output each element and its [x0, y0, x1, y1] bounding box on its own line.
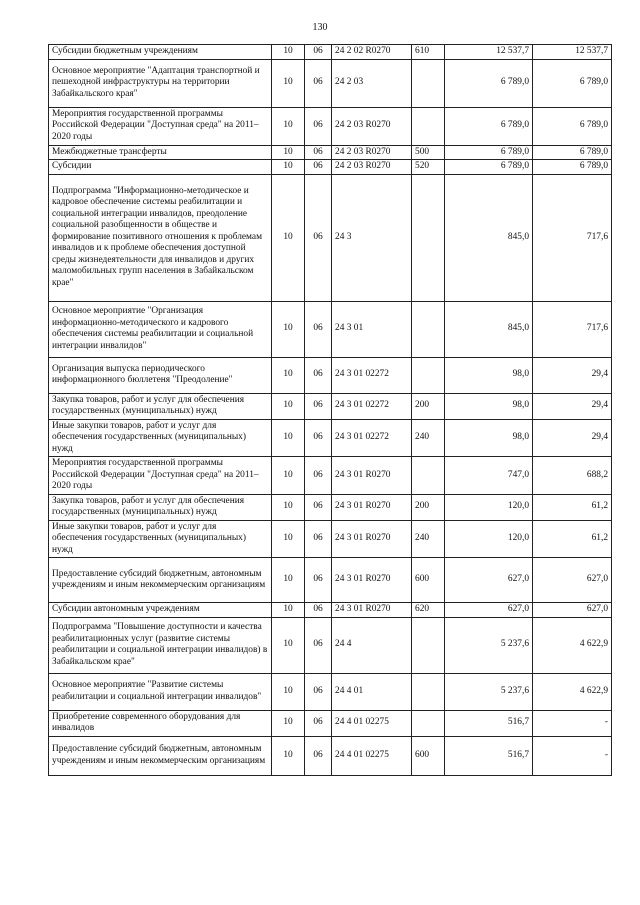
target-article-cell: 24 3 01 02272	[332, 419, 412, 457]
amount-plan-cell: 6 789,0	[445, 145, 533, 160]
target-article-cell: 24 3 01 02272	[332, 357, 412, 393]
subsection-code-cell: 06	[305, 617, 332, 673]
subsection-code-cell: 06	[305, 107, 332, 145]
amount-plan-cell: 747,0	[445, 457, 533, 495]
subsection-code-cell: 06	[305, 160, 332, 175]
amount-actual-cell: 61,2	[533, 520, 612, 558]
target-article-cell: 24 3 01 R0270	[332, 457, 412, 495]
amount-plan-cell: 6 789,0	[445, 107, 533, 145]
amount-actual-cell: 627,0	[533, 603, 612, 618]
expense-type-cell: 520	[412, 160, 445, 175]
subsection-code-cell: 06	[305, 393, 332, 419]
table-row	[49, 107, 612, 145]
amount-plan-cell: 98,0	[445, 393, 533, 419]
row-name-cell: Закупка товаров, работ и услуг для обеспечения государственных (муниципальных) нужд	[49, 393, 272, 419]
amount-actual-cell: 29,4	[533, 393, 612, 419]
section-code-cell: 10	[272, 494, 305, 520]
target-article-cell: 24 2 03 R0270	[332, 160, 412, 175]
amount-plan-cell: 627,0	[445, 603, 533, 618]
amount-actual-cell: 688,2	[533, 457, 612, 495]
amount-actual-cell: -	[533, 736, 612, 775]
amount-plan-cell: 845,0	[445, 301, 533, 357]
section-code-cell: 10	[272, 301, 305, 357]
table-row	[49, 494, 612, 520]
row-name-cell: Мероприятия государственной программы Российской Федерации "Доступная среда" на 2011–2020 годы	[49, 457, 272, 495]
section-code-cell: 10	[272, 174, 305, 301]
amount-actual-cell: 717,6	[533, 301, 612, 357]
table-row	[49, 457, 612, 495]
section-code-cell: 10	[272, 673, 305, 710]
amount-plan-cell: 6 789,0	[445, 59, 533, 107]
target-article-cell: 24 3 01	[332, 301, 412, 357]
row-name-cell: Субсидии автономным учреждениям	[49, 603, 272, 618]
expense-type-cell: 240	[412, 419, 445, 457]
amount-actual-cell: 4 622,9	[533, 673, 612, 710]
amount-actual-cell: 717,6	[533, 174, 612, 301]
target-article-cell: 24 2 03 R0270	[332, 107, 412, 145]
subsection-code-cell: 06	[305, 710, 332, 736]
subsection-code-cell: 06	[305, 673, 332, 710]
row-name-cell: Иные закупки товаров, работ и услуг для обеспечения государственных (муниципальных) нужд	[49, 520, 272, 558]
subsection-code-cell: 06	[305, 145, 332, 160]
table-row	[49, 520, 612, 558]
amount-plan-cell: 120,0	[445, 494, 533, 520]
target-article-cell: 24 3 01 R0270	[332, 520, 412, 558]
row-name-cell: Основное мероприятие "Адаптация транспортной и пешеходной инфраструктуры на территории Забайкальского края"	[49, 59, 272, 107]
section-code-cell: 10	[272, 520, 305, 558]
section-code-cell: 10	[272, 145, 305, 160]
amount-plan-cell: 98,0	[445, 357, 533, 393]
row-name-cell: Основное мероприятие "Организация информационно-методического и кадрового обеспечения системы реабилитации и социальной интеграции инвалидов"	[49, 301, 272, 357]
amount-plan-cell: 516,7	[445, 736, 533, 775]
subsection-code-cell: 06	[305, 603, 332, 618]
row-name-cell: Подпрограмма "Повышение доступности и качества реабилитационных услуг (развитие системы реабилитации и социальной интеграции инвалидов) в Забайкальском крае"	[49, 617, 272, 673]
amount-plan-cell: 845,0	[445, 174, 533, 301]
subsection-code-cell: 06	[305, 301, 332, 357]
row-name-cell: Основное мероприятие "Развитие системы реабилитации и социальной интеграции инвалидов"	[49, 673, 272, 710]
amount-actual-cell: 12 537,7	[533, 45, 612, 60]
table-row	[49, 145, 612, 160]
subsection-code-cell: 06	[305, 520, 332, 558]
section-code-cell: 10	[272, 419, 305, 457]
table-row	[49, 160, 612, 175]
target-article-cell: 24 4	[332, 617, 412, 673]
expense-type-cell: 200	[412, 494, 445, 520]
subsection-code-cell: 06	[305, 174, 332, 301]
amount-actual-cell: 6 789,0	[533, 160, 612, 175]
table-row	[49, 59, 612, 107]
table-row	[49, 45, 612, 60]
budget-table-body	[49, 45, 612, 776]
amount-plan-cell: 6 789,0	[445, 160, 533, 175]
expense-type-cell	[412, 617, 445, 673]
amount-actual-cell: 6 789,0	[533, 107, 612, 145]
budget-table	[48, 44, 612, 776]
target-article-cell: 24 3 01 R0270	[332, 603, 412, 618]
expense-type-cell: 200	[412, 393, 445, 419]
row-name-cell: Мероприятия государственной программы Российской Федерации "Доступная среда" на 2011–2020 годы	[49, 107, 272, 145]
target-article-cell: 24 3	[332, 174, 412, 301]
target-article-cell: 24 2 03 R0270	[332, 145, 412, 160]
subsection-code-cell: 06	[305, 494, 332, 520]
row-name-cell: Приобретение современного оборудования для инвалидов	[49, 710, 272, 736]
table-row	[49, 736, 612, 775]
section-code-cell: 10	[272, 393, 305, 419]
amount-actual-cell: 29,4	[533, 419, 612, 457]
target-article-cell: 24 2 02 R0270	[332, 45, 412, 60]
row-name-cell: Субсидии бюджетным учреждениям	[49, 45, 272, 60]
amount-plan-cell: 98,0	[445, 419, 533, 457]
target-article-cell: 24 4 01 02275	[332, 710, 412, 736]
table-row	[49, 357, 612, 393]
target-article-cell: 24 4 01	[332, 673, 412, 710]
row-name-cell: Межбюджетные трансферты	[49, 145, 272, 160]
amount-plan-cell: 516,7	[445, 710, 533, 736]
table-row	[49, 603, 612, 618]
amount-actual-cell: 6 789,0	[533, 59, 612, 107]
section-code-cell: 10	[272, 603, 305, 618]
subsection-code-cell: 06	[305, 357, 332, 393]
expense-type-cell	[412, 59, 445, 107]
amount-actual-cell: 29,4	[533, 357, 612, 393]
table-row	[49, 419, 612, 457]
row-name-cell: Субсидии	[49, 160, 272, 175]
subsection-code-cell: 06	[305, 457, 332, 495]
row-name-cell: Предоставление субсидий бюджетным, автономным учреждениям и иным некоммерческим организациям	[49, 558, 272, 603]
section-code-cell: 10	[272, 357, 305, 393]
row-name-cell: Подпрограмма "Информационно-методическое и кадровое обеспечение системы реабилитации и социальной интеграции инвалидов, преодоление социальной разобщенности в обществе и формирование позитивного отношения к проблемам инвалидов и к проблеме обеспечения доступной среды жизнедеятельности для инвалидов и других маломобильных групп населения в Забайкальском крае"	[49, 174, 272, 301]
table-row	[49, 301, 612, 357]
section-code-cell: 10	[272, 736, 305, 775]
target-article-cell: 24 3 01 R0270	[332, 558, 412, 603]
table-row	[49, 174, 612, 301]
section-code-cell: 10	[272, 107, 305, 145]
expense-type-cell: 600	[412, 558, 445, 603]
row-name-cell: Организация выпуска периодического информационного бюллетеня "Преодоление"	[49, 357, 272, 393]
expense-type-cell	[412, 710, 445, 736]
amount-plan-cell: 12 537,7	[445, 45, 533, 60]
section-code-cell: 10	[272, 457, 305, 495]
section-code-cell: 10	[272, 617, 305, 673]
subsection-code-cell: 06	[305, 45, 332, 60]
section-code-cell: 10	[272, 160, 305, 175]
target-article-cell: 24 3 01 R0270	[332, 494, 412, 520]
amount-plan-cell: 120,0	[445, 520, 533, 558]
amount-actual-cell: 4 622,9	[533, 617, 612, 673]
section-code-cell: 10	[272, 59, 305, 107]
amount-actual-cell: 6 789,0	[533, 145, 612, 160]
expense-type-cell	[412, 357, 445, 393]
table-row	[49, 710, 612, 736]
table-row	[49, 393, 612, 419]
table-row	[49, 558, 612, 603]
target-article-cell: 24 3 01 02272	[332, 393, 412, 419]
amount-actual-cell: -	[533, 710, 612, 736]
row-name-cell: Иные закупки товаров, работ и услуг для обеспечения государственных (муниципальных) нужд	[49, 419, 272, 457]
amount-actual-cell: 61,2	[533, 494, 612, 520]
amount-plan-cell: 5 237,6	[445, 617, 533, 673]
subsection-code-cell: 06	[305, 736, 332, 775]
expense-type-cell: 600	[412, 736, 445, 775]
amount-actual-cell: 627,0	[533, 558, 612, 603]
expense-type-cell: 620	[412, 603, 445, 618]
target-article-cell: 24 2 03	[332, 59, 412, 107]
expense-type-cell	[412, 301, 445, 357]
expense-type-cell	[412, 107, 445, 145]
section-code-cell: 10	[272, 558, 305, 603]
amount-plan-cell: 627,0	[445, 558, 533, 603]
expense-type-cell	[412, 673, 445, 710]
amount-plan-cell: 5 237,6	[445, 673, 533, 710]
page-number: 130	[312, 22, 328, 33]
expense-type-cell: 610	[412, 45, 445, 60]
expense-type-cell: 240	[412, 520, 445, 558]
section-code-cell: 10	[272, 45, 305, 60]
table-row	[49, 673, 612, 710]
row-name-cell: Закупка товаров, работ и услуг для обеспечения государственных (муниципальных) нужд	[49, 494, 272, 520]
table-row	[49, 617, 612, 673]
subsection-code-cell: 06	[305, 558, 332, 603]
row-name-cell: Предоставление субсидий бюджетным, автономным учреждениям и иным некоммерческим организациям	[49, 736, 272, 775]
target-article-cell: 24 4 01 02275	[332, 736, 412, 775]
expense-type-cell	[412, 174, 445, 301]
subsection-code-cell: 06	[305, 419, 332, 457]
expense-type-cell: 500	[412, 145, 445, 160]
expense-type-cell	[412, 457, 445, 495]
subsection-code-cell: 06	[305, 59, 332, 107]
section-code-cell: 10	[272, 710, 305, 736]
